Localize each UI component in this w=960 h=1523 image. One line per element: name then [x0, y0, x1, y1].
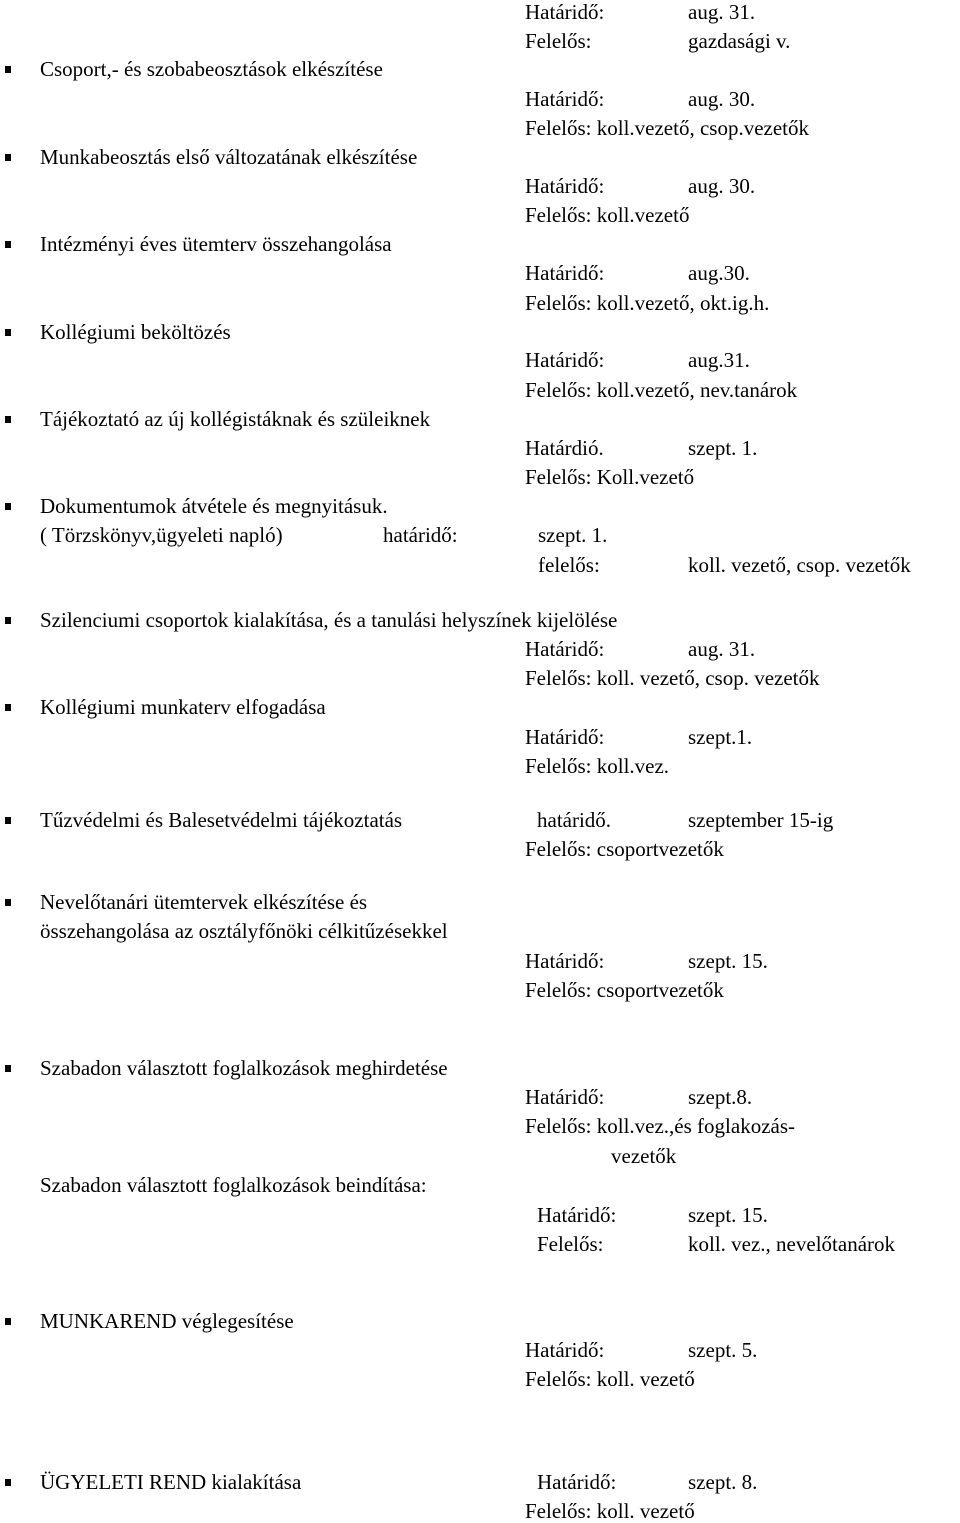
- task-title: Tájékoztató az új kollégistáknak és szüleiknek: [40, 407, 431, 431]
- responsible-label: Felelős:: [537, 1232, 604, 1256]
- bullet-icon: [5, 416, 11, 423]
- responsible-label: Felelős:: [525, 29, 592, 53]
- deadline-label: Határidő:: [537, 1470, 617, 1494]
- deadline-label: Határidő:: [525, 637, 605, 661]
- responsible-line: Felelős: koll.vez.,és foglakozás-: [525, 1114, 796, 1138]
- responsible-line: Felelős: csoportvezetők: [525, 978, 724, 1002]
- task-title-continued: ( Törzskönyv,ügyeleti napló): [40, 523, 283, 547]
- responsible-value: gazdasági v.: [688, 29, 791, 53]
- deadline-value: szept. 15.: [688, 1203, 768, 1227]
- deadline-label: Határidő:: [525, 0, 605, 24]
- task-title: Szabadon választott foglalkozások beindítása:: [40, 1173, 427, 1197]
- bullet-icon: [5, 1479, 11, 1486]
- deadline-label: Határidő:: [525, 174, 605, 198]
- task-title: Intézményi éves ütemterv összehangolása: [40, 232, 392, 256]
- responsible-line: Felelős: koll.vezető, nev.tanárok: [525, 378, 798, 402]
- bullet-icon: [5, 899, 11, 906]
- deadline-value: szept.8.: [688, 1085, 753, 1109]
- bullet-icon: [5, 617, 11, 624]
- bullet-icon: [5, 329, 11, 336]
- deadline-label: Határidő:: [525, 1338, 605, 1362]
- bullet-icon: [5, 817, 11, 824]
- responsible-line: Felelős: koll.vezető, csop.vezetők: [525, 116, 810, 140]
- responsible-value: koll. vez., nevelőtanárok: [688, 1232, 896, 1256]
- deadline-value: aug. 30.: [688, 174, 756, 198]
- responsible-line: Felelős: koll. vezető: [525, 1499, 695, 1523]
- deadline-label: Határidő:: [537, 1203, 617, 1227]
- task-title: Kollégiumi beköltözés: [40, 320, 231, 344]
- bullet-icon: [5, 66, 11, 73]
- task-title: Nevelőtanári ütemtervek elkészítése és: [40, 890, 368, 914]
- deadline-value: szept. 5.: [688, 1338, 758, 1362]
- deadline-value: aug.30.: [688, 261, 750, 285]
- responsible-line: Felelős: koll.vezető, okt.ig.h.: [525, 291, 770, 315]
- deadline-value: aug.31.: [688, 348, 750, 372]
- deadline-value: szept. 1.: [538, 523, 608, 547]
- deadline-label: határidő.: [537, 808, 612, 832]
- responsible-label: felelős:: [538, 553, 600, 577]
- deadline-value: szept.1.: [688, 725, 753, 749]
- deadline-value: szept. 15.: [688, 949, 768, 973]
- deadline-value: aug. 31.: [688, 0, 756, 24]
- deadline-value: szept. 8.: [688, 1470, 758, 1494]
- deadline-value: aug. 30.: [688, 87, 756, 111]
- deadline-value: szept. 1.: [688, 436, 758, 460]
- responsible-line: Felelős: koll. vezető, csop. vezetők: [525, 666, 820, 690]
- task-title-continued: összehangolása az osztályfőnöki célkitűzésekkel: [40, 919, 448, 943]
- responsible-line: Felelős: csoportvezetők: [525, 837, 724, 861]
- deadline-label: Határidő:: [525, 1085, 605, 1109]
- task-title: Szabadon választott foglalkozások meghirdetése: [40, 1056, 448, 1080]
- deadline-label: Határdió.: [525, 436, 604, 460]
- task-title: Tűzvédelmi és Balesetvédelmi tájékoztatás: [40, 808, 403, 832]
- responsible-line: Felelős: koll. vezető: [525, 1367, 695, 1391]
- deadline-label: Határidő:: [525, 348, 605, 372]
- responsible-line: Felelős: Koll.vezető: [525, 465, 695, 489]
- bullet-icon: [5, 1065, 11, 1072]
- bullet-icon: [5, 704, 11, 711]
- task-title: Dokumentumok átvétele és megnyitásuk.: [40, 494, 388, 518]
- deadline-label: határidő:: [383, 523, 458, 547]
- responsible-line: Felelős: koll.vez.: [525, 754, 670, 778]
- deadline-label: Határidő:: [525, 261, 605, 285]
- task-title: ÜGYELETI REND kialakítása: [40, 1470, 302, 1494]
- responsible-line: Felelős: koll.vezető: [525, 203, 690, 227]
- bullet-icon: [5, 154, 11, 161]
- deadline-label: Határidő:: [525, 87, 605, 111]
- bullet-icon: [5, 503, 11, 510]
- task-title: Csoport,- és szobabeosztások elkészítése: [40, 57, 383, 81]
- task-title: Szilenciumi csoportok kialakítása, és a tanulási helyszínek kijelölése: [40, 608, 618, 632]
- bullet-icon: [5, 241, 11, 248]
- task-title: Kollégiumi munkaterv elfogadása: [40, 695, 326, 719]
- task-title: Munkabeosztás első változatának elkészítése: [40, 145, 418, 169]
- bullet-icon: [5, 1318, 11, 1325]
- deadline-value: aug. 31.: [688, 637, 756, 661]
- deadline-label: Határidő:: [525, 949, 605, 973]
- deadline-value: szeptember 15-ig: [688, 808, 834, 832]
- deadline-label: Határidő:: [525, 725, 605, 749]
- responsible-value: koll. vezető, csop. vezetők: [688, 553, 911, 577]
- task-title: MUNKAREND véglegesítése: [40, 1309, 294, 1333]
- responsible-line-continued: vezetők: [611, 1144, 677, 1168]
